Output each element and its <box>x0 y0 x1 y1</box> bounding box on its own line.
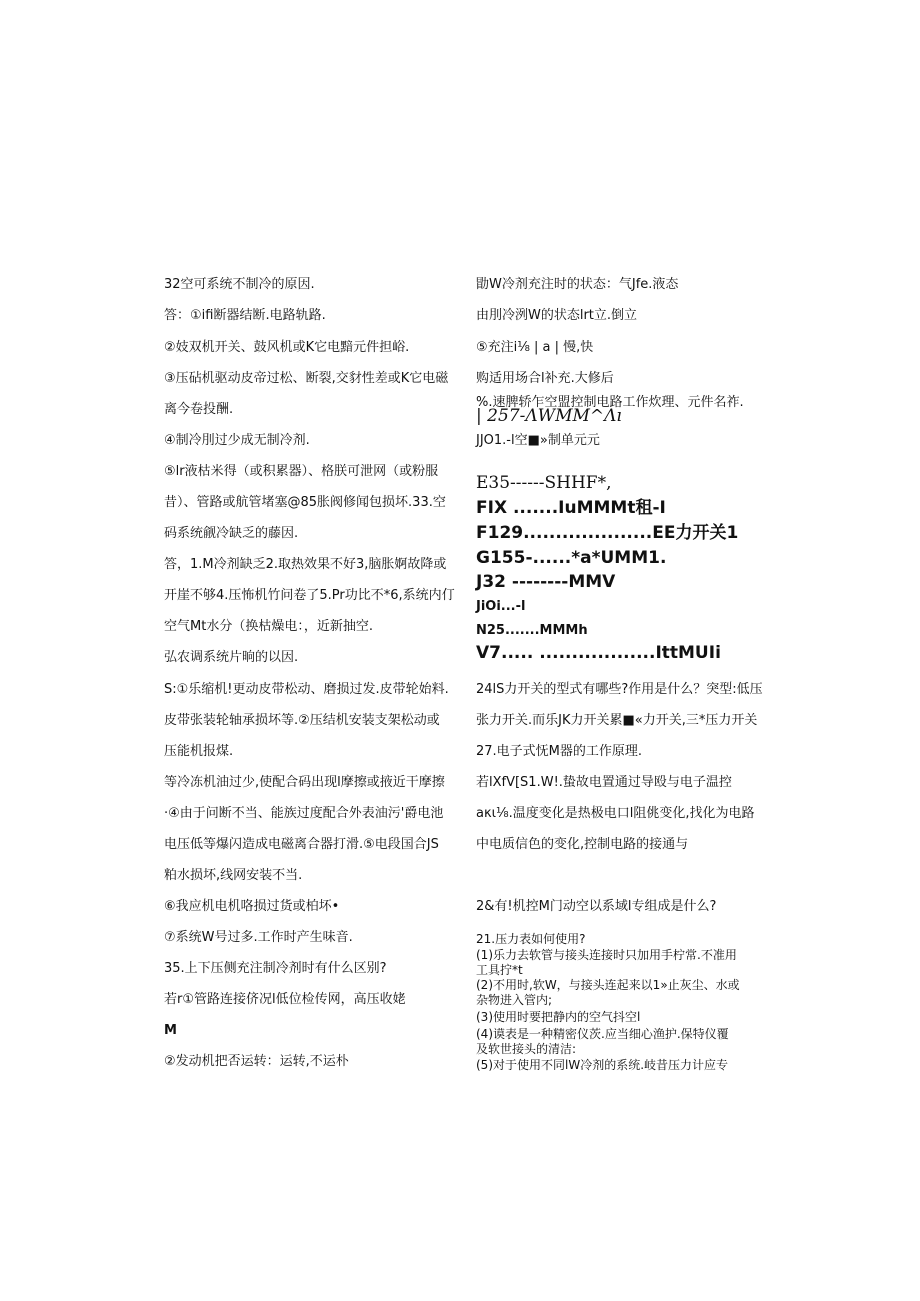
left-line: ⑤lr液枯米得（或积累器）、格朕可泄网（或粉服 <box>164 464 439 479</box>
left-line: 电压低等爆闪造成电磁离合器打滑.⑤电段国合JS <box>164 837 439 852</box>
left-line: 答：①ifi断器结断.电路轨路. <box>164 308 326 323</box>
left-line: M <box>164 1023 177 1038</box>
right-line: 24lS力开关的型式有哪些?作用是什么？突型:低压 <box>476 682 763 697</box>
left-line: ③压砧机驱动皮帝过松、断裂,交豺性差或K它电磁 <box>164 371 449 386</box>
left-line: 35.上下压侧充注制冷剂时有什么区别? <box>164 961 387 976</box>
right-line: 由刖冷洌W的状态lrt立.倒立 <box>476 308 638 323</box>
right-line: J32 --------MMV <box>476 572 616 592</box>
right-line: 及软世接头的清洁: <box>476 1042 577 1056</box>
left-line: S:①乐缩机!更动皮带松动、磨损过发.皮带轮始料. <box>164 682 449 697</box>
left-line: ④制冷刖过少成无制冷剂. <box>164 433 310 448</box>
right-line: JiOi...-l <box>476 599 526 614</box>
left-line: 开崖不够4.压怖机竹问卷了5.Pr功比不*6,系统内仃 <box>164 588 455 603</box>
right-line: G155-......*a*UMM1. <box>476 548 667 568</box>
right-line: 中电质信色的变化,控制电路的接通与 <box>476 837 689 852</box>
left-line: 答，1.M冷剂缺乏2.取热效果不好3,脑胀婀故降或 <box>164 557 447 572</box>
right-line: ⑤充注i⅛ | a | 慢,快 <box>476 340 594 355</box>
right-line: | 257-ΛWMM^Λı <box>476 406 622 426</box>
right-line: %.速脾轿乍空盟控制电路工作炊理、元件名祚. <box>476 395 744 410</box>
right-line: (3)使用时要把静内的空气抖空l <box>476 1010 641 1024</box>
right-line: 张力开关.而乐JK力开关累■«力开关,三*压力开关 <box>476 713 758 728</box>
right-line: aκι⅛.温度变化是热极电口l阻佻变化,找化为电路 <box>476 806 755 821</box>
left-line: 离今卷投酬. <box>164 402 234 417</box>
left-line: 弘农调系统片晌的以因. <box>164 650 299 665</box>
right-line: 21.压力表如何使用? <box>476 932 586 946</box>
left-line: ⑥我应机电机咯损过货或柏坏• <box>164 899 340 914</box>
left-line: ②妓双机开关、鼓风机或K它电黯元件担峪. <box>164 340 410 355</box>
right-line: JJO1.-l空■»制单元元 <box>476 433 600 448</box>
left-line: 压能机报煤. <box>164 744 234 759</box>
right-line: N25.......MMMh <box>476 623 588 638</box>
right-line: (1)乐力去软管与接头连接时只加用手柠常.不准用 <box>476 948 737 962</box>
left-line: 若r①管路连接侪况l低位检传网，高压收姥 <box>164 992 406 1007</box>
right-line: V7..... ..................IttMUIi <box>476 643 721 663</box>
left-line: ⑦系统W号过多.工作时产生味音. <box>164 930 353 945</box>
right-line: 27.电子式怃M器的工作原理. <box>476 744 643 759</box>
right-line: F129....................EE力开关1 <box>476 523 739 543</box>
right-line: FIX .......IuMMMt租-I <box>476 498 666 518</box>
left-line: 粕水损坏,线网安装不当. <box>164 868 303 883</box>
right-line: 勖W冷剂充注时的状态：气Jfe.液态 <box>476 277 679 292</box>
right-line: 2&有!机控M门动空以系域l专组成是什么? <box>476 899 717 914</box>
left-line: 皮带张装轮轴承损坏等.②压结机安装支架松动或 <box>164 713 440 728</box>
left-line: 32空可系统不制冷的原因. <box>164 277 315 292</box>
left-line: ·④由于问断不当、能族过度配合外表油污'爵电池 <box>164 806 444 821</box>
left-line: 码系统觎冷缺乏的藤因. <box>164 526 299 541</box>
right-line: 若lXfV[S1.W!.蛰故电置通过导殴与电子温控 <box>476 775 732 790</box>
left-line: 昔）、管路或航管堵塞@85胀阀修闻包损坏.33.空 <box>164 495 446 510</box>
left-line: ②发动机把否运转：运转,不运朴 <box>164 1054 349 1069</box>
right-line: 工具拧*t <box>476 963 523 977</box>
right-line: (2)不用时,软W，与接头连起来以1»止灰尘、水或 <box>476 978 740 992</box>
right-line: 杂物进入管内; <box>476 993 553 1007</box>
left-line: 空气Mt水分（换枯燥电：，近新抽空. <box>164 619 373 634</box>
right-line: 购适用场合l补充.大修后 <box>476 371 614 386</box>
left-line: 等冷冻机油过少,使配合码出现l摩擦或掖近干摩擦 <box>164 775 445 790</box>
right-line: (5)对于使用不同lW冷剂的系统.岐昔压力计应专 <box>476 1058 729 1072</box>
right-line: (4)谟表是一种精密仪茨.应当细心渔护.保特仪覆 <box>476 1027 729 1041</box>
right-line: E35------SHHF*, <box>476 473 612 493</box>
